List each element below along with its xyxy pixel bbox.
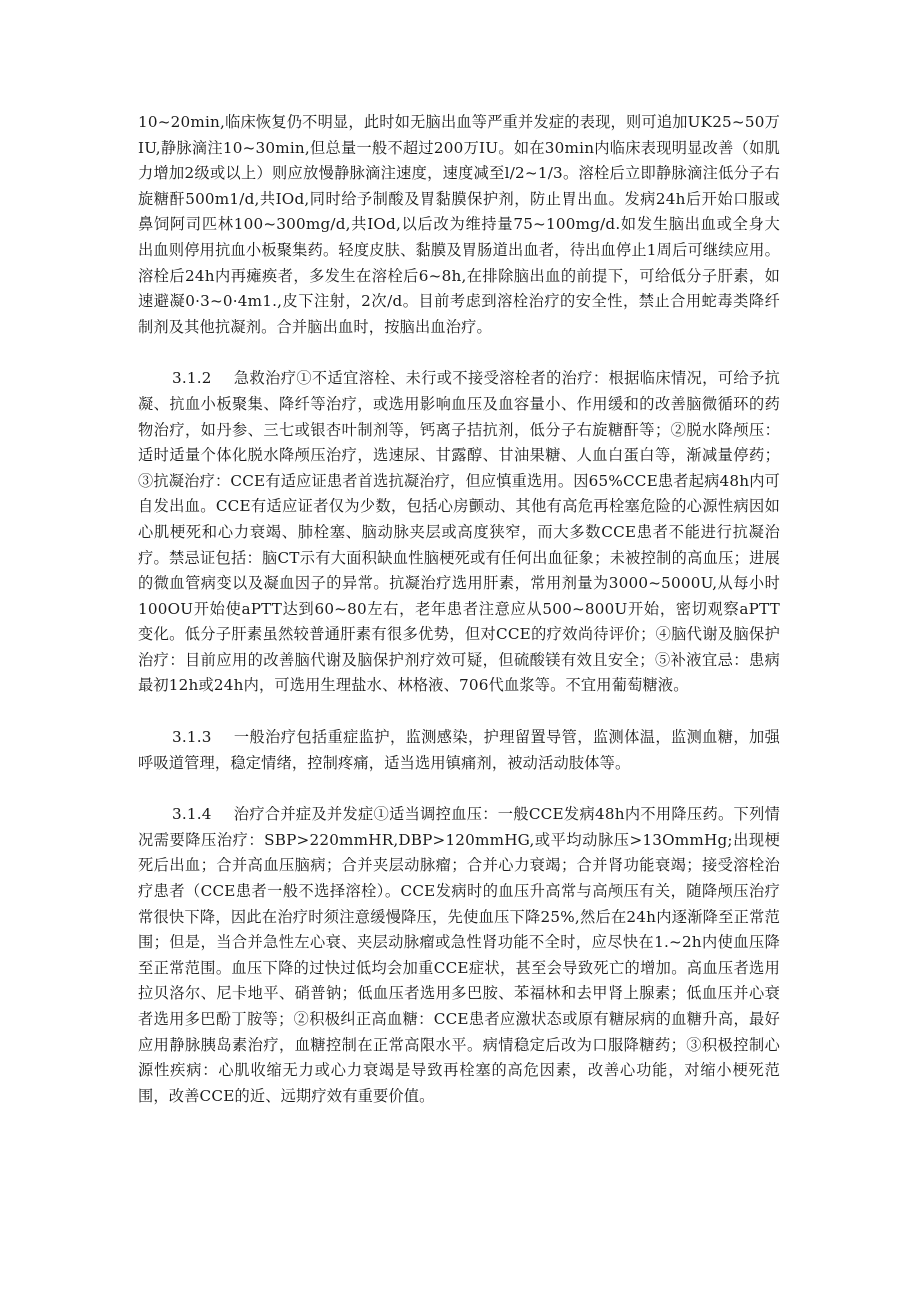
section-number: 3.1.4 bbox=[172, 805, 212, 824]
paragraph-section-3-1-2 bbox=[138, 366, 780, 699]
section-number: 3.1.2 bbox=[172, 369, 212, 388]
paragraph-text: 一般治疗包括重症监护，监测感染，护理留置导管，监测体温，监测血糖，加强呼吸道管理，稳定情绪，控制疼痛，适当选用镇痛剂，被动活动肢体等。 bbox=[138, 728, 780, 772]
paragraph-section-3-1-3 bbox=[138, 725, 780, 776]
document-page bbox=[138, 110, 780, 1109]
section-number: 3.1.3 bbox=[172, 728, 212, 747]
paragraph-text: 10~20min,临床恢复仍不明显，此时如无脑出血等严重并发症的表现，则可追加UK25~50万IU,静脉滴注10~30min,但总量一般不超过200万IU。如在30min内临床表现明显改善（如肌力增加2级或以上）则应放慢静脉滴注速度，速度减至l/2~1/3。溶栓后立即静脉滴注低分子右旋糖酐500m1/d,共IOd,同时给予制酸及胃黏膜保护剂，防止胃出血。发病24h后开始口服或鼻饲阿司匹林100~300mg/d,共IOd,以后改为维持量75~100mg/d.如发生脑出血或全身大出血则停用抗血小板聚集药。轻度皮肤、黏膜及胃肠道出血者，待出血停止1周后可继续应用。溶栓后24h内再瘫痪者，多发生在溶栓后6~8h,在排除脑出血的前提下，可给低分子肝素，如速避凝0·3~0·4m1.,皮下注射，2次/d。目前考虑到溶栓治疗的安全性，禁止合用蛇毒类降纤制剂及其他抗凝剂。合并脑出血时，按脑出血治疗。 bbox=[138, 113, 780, 336]
paragraph-section-3-1-4 bbox=[138, 802, 780, 1109]
paragraph-text: 急救治疗①不适宜溶栓、未行或不接受溶栓者的治疗：根据临床情况，可给予抗凝、抗血小板聚集、降纤等治疗，或选用影响血压及血容量小、作用缓和的改善脑微循环的药物治疗，如丹参、三七或银杏叶制剂等，钙离子拮抗剂，低分子右旋糖酐等；②脱水降颅压：适时适量个体化脱水降颅压治疗，选速尿、甘露醇、甘油果糖、人血白蛋白等，渐减量停药；③抗凝治疗：CCE有适应证患者首选抗凝治疗，但应慎重选用。因65%CCE患者起病48h内可自发出血。CCE有适应证者仅为少数，包括心房颤动、其他有高危再栓塞危险的心源性病因如心肌梗死和心力衰竭、肺栓塞、脑动脉夹层或高度狭窄，而大多数CCE患者不能进行抗凝治疗。禁忌证包括：脑CT示有大面积缺血性脑梗死或有任何出血征象；未被控制的高血压；进展的微血管病变以及凝血因子的异常。抗凝治疗选用肝素，常用剂量为3000~5000U,从每小时100OU开始使aPTT达到60~80左右，老年患者注意应从500~800U开始，密切观察aPTT变化。低分子肝素虽然较普通肝素有很多优势，但对CCE的疗效尚待评价；④脑代谢及脑保护治疗：目前应用的改善脑代谢及脑保护剂疗效可疑，但硫酸镁有效且安全；⑤补液宜忌：患病最初12h或24h内，可选用生理盐水、林格液、706代血浆等。不宜用葡萄糖液。 bbox=[138, 369, 780, 695]
paragraph-intro bbox=[138, 110, 780, 340]
paragraph-text: 治疗合并症及并发症①适当调控血压：一般CCE发病48h内不用降压药。下列情况需要降压治疗：SBP>220mmHR,DBP>120mmHG,或平均动脉压>13OmmHg;出现梗死后出血；合并高血压脑病；合并夹层动脉瘤；合并心力衰竭；合并肾功能衰竭；接受溶栓治疗患者（CCE患者一般不选择溶栓）。CCE发病时的血压升高常与高颅压有关，随降颅压治疗常很快下降，因此在治疗时须注意缓慢降压，先使血压下降25%,然后在24h内逐渐降至正常范围；但是，当合并急性左心衰、夹层动脉瘤或急性肾功能不全时，应尽快在1.~2h内使血压降至正常范围。血压下降的过快过低均会加重CCE症状，甚至会导致死亡的增加。高血压者选用拉贝洛尔、尼卡地平、硝普钠；低血压者选用多巴胺、苯福林和去甲肾上腺素；低血压并心衰者选用多巴酚丁胺等；②积极纠正高血糖：CCE患者应激状态或原有糖尿病的血糖升高，最好应用静脉胰岛素治疗，血糖控制在正常高限水平。病情稳定后改为口服降糖药；③积极控制心源性疾病：心肌收缩无力或心力衰竭是导致再栓塞的高危因素，改善心功能，对缩小梗死范围，改善CCE的近、远期疗效有重要价值。 bbox=[138, 805, 780, 1105]
